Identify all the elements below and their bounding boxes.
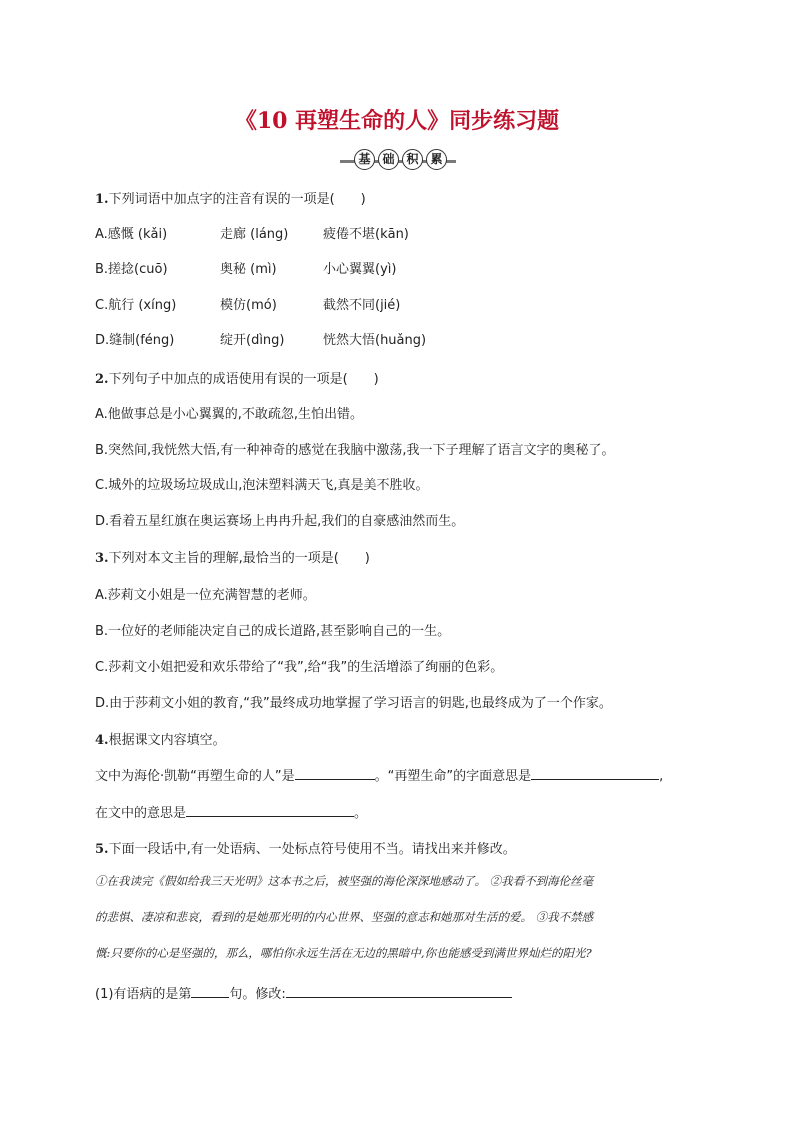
q1-option: B.搓捻(cuō) (95, 262, 168, 277)
fill-text: 文中为海伦·凯勒“再塑生命的人”是 (95, 769, 295, 784)
sub-question-text: 句。修改: (229, 987, 286, 1002)
q1-option: A.感慨 (kǎi) (95, 227, 168, 242)
q1-option: D.缝制(féng) (95, 333, 175, 348)
question-text: 下面一段话中,有一处语病、一处标点符号使用不当。请找出来并修改。 (108, 842, 516, 857)
q3-option: D.由于莎莉文小姐的教育,“我”最终成功地掌握了学习语言的钥匙,也最终成为了一个作家。 (95, 696, 612, 711)
q3-option: B.一位好的老师能决定自己的成长道路,甚至影响自己的一生。 (95, 624, 451, 639)
q1-option: 疲倦不堪(kān) (323, 227, 409, 242)
sub-question-text: (1)有语病的是第 (95, 987, 192, 1002)
q1-option: 截然不同(jié) (323, 298, 401, 313)
section-banner (340, 149, 456, 173)
question-number: 5. (95, 842, 109, 857)
q1-option: 模仿(mó) (220, 298, 277, 313)
question-4-stem (95, 729, 226, 748)
answer-blank[interactable] (186, 803, 354, 817)
q2-option: C.城外的垃圾场垃圾成山,泡沫塑料满天飞,真是美不胜收。 (95, 478, 429, 493)
question-5-stem (95, 838, 516, 857)
q1-option: 走廊 (láng) (220, 227, 289, 242)
banner-char: 基 (354, 149, 375, 170)
question-number: 4. (95, 733, 109, 748)
q1-option: 绽开(dìng) (220, 333, 285, 348)
q5-passage-line: ①在我读完《假如给我三天光明》这本书之后，被坚强的海伦深深地感动了。 ②我看不到海伦丝毫 (95, 874, 594, 888)
q1-option: 奥秘 (mì) (220, 262, 277, 277)
question-2-stem (95, 368, 379, 387)
question-text: 下列词语中加点字的注音有误的一项是( ) (108, 192, 366, 207)
q3-option: C.莎莉文小姐把爱和欢乐带给了“我”,给“我”的生活增添了绚丽的色彩。 (95, 660, 504, 675)
answer-blank[interactable] (295, 766, 375, 780)
question-text: 下列对本文主旨的理解,最恰当的一项是( ) (108, 551, 370, 566)
q4-fill-line-2 (95, 802, 367, 821)
answer-blank[interactable] (286, 984, 512, 998)
question-number: 2. (95, 372, 109, 387)
question-number: 3. (95, 551, 109, 566)
banner-char: 础 (378, 149, 399, 170)
question-number: 1. (95, 192, 109, 207)
q3-option: A.莎莉文小姐是一位充满智慧的老师。 (95, 588, 316, 603)
page-title: 《10 再塑生命的人》同步练习题 (234, 108, 560, 134)
question-text: 下列句子中加点的成语使用有误的一项是( ) (108, 372, 379, 387)
q4-fill-line-1 (95, 765, 663, 784)
fill-text: 。“再塑生命”的字面意思是 (374, 769, 532, 784)
question-text: 根据课文内容填空。 (108, 733, 226, 748)
fill-text: 在文中的意思是 (95, 806, 187, 821)
question-3-stem (95, 547, 370, 566)
fill-text: , (659, 769, 664, 784)
banner-char: 累 (426, 149, 447, 170)
q5-subquestion-1 (95, 983, 512, 1002)
fill-text: 。 (354, 806, 368, 821)
q1-option: C.航行 (xíng) (95, 298, 177, 313)
banner-char: 积 (402, 149, 423, 170)
q2-option: B.突然间,我恍然大悟,有一种神奇的感觉在我脑中激荡,我一下子理解了语言文字的奥秘了。 (95, 443, 615, 458)
answer-blank[interactable] (191, 984, 229, 998)
q5-passage-line: 的悲惧、凄凉和悲哀，看到的是她那光明的内心世界、坚强的意志和她那对生活的爱。 ③我不禁感 (95, 910, 594, 924)
q1-option: 恍然大悟(huǎng) (323, 333, 427, 348)
q2-option: D.看着五星红旗在奥运赛场上冉冉升起,我们的自豪感油然而生。 (95, 514, 465, 529)
q2-option: A.他做事总是小心翼翼的,不敢疏忽,生怕出错。 (95, 407, 364, 422)
q5-passage-line: 慨:只要你的心是坚强的，那么，哪怕你永远生活在无边的黑暗中,你也能感受到满世界灿烂的阳光? (95, 946, 592, 960)
answer-blank[interactable] (531, 766, 659, 780)
question-1-stem (95, 188, 366, 207)
q1-option: 小心翼翼(yì) (323, 262, 397, 277)
